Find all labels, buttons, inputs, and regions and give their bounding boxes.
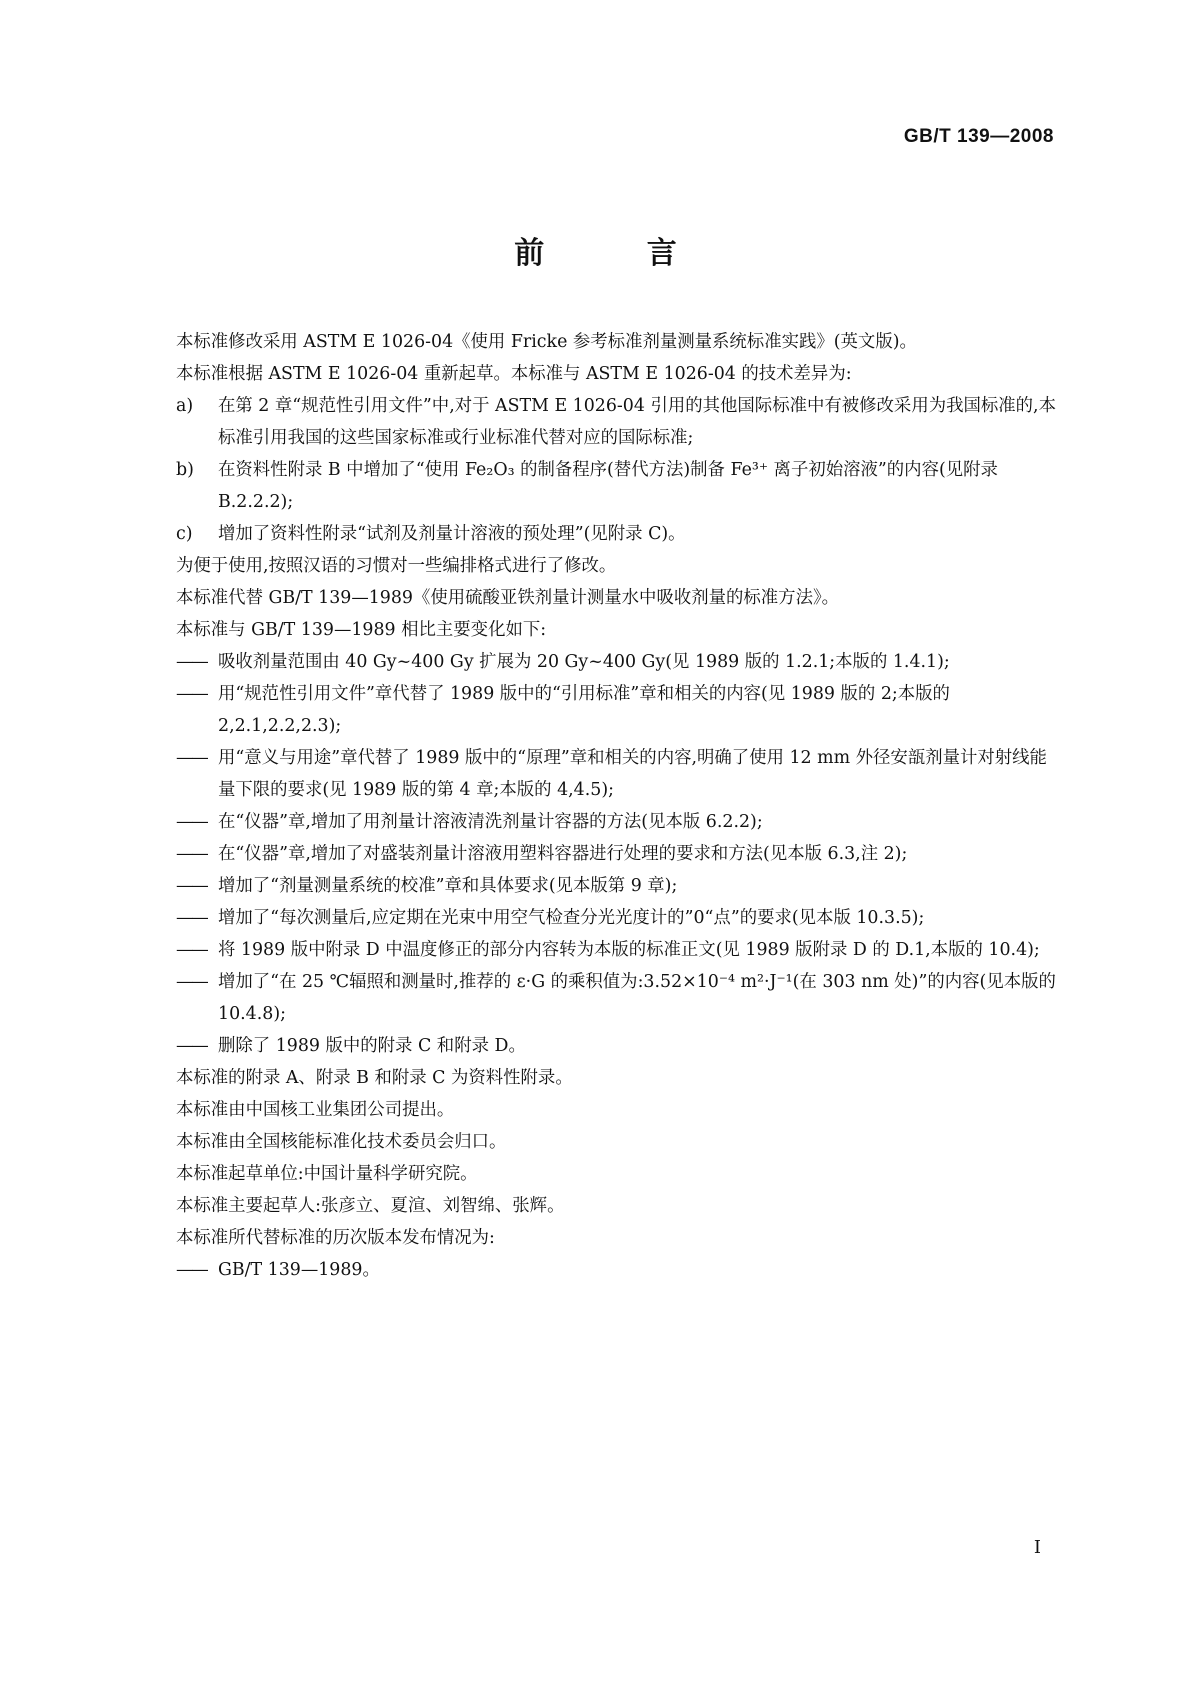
change-item [176,646,1056,678]
paragraph: 本标准由全国核能标准化技术委员会归口。 [176,1132,507,1152]
change-item [176,742,1056,806]
dash-marker: —— [176,1036,207,1056]
paragraph: 本标准起草单位:中国计量科学研究院。 [176,1164,478,1184]
dash-marker: —— [176,748,207,768]
change-text: 增加了“在 25 ℃辐照和测量时,推荐的 ε·G 的乘积值为:3.52×10⁻⁴ m²·J⁻¹(在 303 nm 处)”的内容(见本版的 10.4.8); [218,972,1056,1024]
paragraph: 为便于使用,按照汉语的习惯对一些编排格式进行了修改。 [176,556,617,576]
paragraph: 本标准的附录 A、附录 B 和附录 C 为资料性附录。 [176,1068,573,1088]
history-item [176,1254,1056,1286]
change-item [176,870,1056,902]
dash-marker: —— [176,812,207,832]
list-text: 增加了资料性附录“试剂及剂量计溶液的预处理”(见附录 C)。 [218,524,686,544]
paragraph: 本标准与 GB/T 139—1989 相比主要变化如下: [176,620,547,640]
change-item [176,934,1056,966]
change-item [176,806,1056,838]
paragraph: 本标准根据 ASTM E 1026-04 重新起草。本标准与 ASTM E 1026-04 的技术差异为: [176,364,852,384]
history-text: GB/T 139—1989。 [218,1260,380,1280]
change-text: 删除了 1989 版中的附录 C 和附录 D。 [218,1036,526,1056]
change-text: 增加了“剂量测量系统的校准”章和具体要求(见本版第 9 章); [218,876,678,896]
list-marker: c) [176,524,193,544]
change-text: 用“意义与用途”章代替了 1989 版中的“原理”章和相关的内容,明确了使用 12 mm 外径安瓿剂量计对射线能量下限的要求(见 1989 版的第 4 章;本版的 4,4.5); [218,748,1047,800]
change-text: 吸收剂量范围由 40 Gy~400 Gy 扩展为 20 Gy~400 Gy(见 1989 版的 1.2.1;本版的 1.4.1); [218,652,950,672]
dash-marker: —— [176,972,207,992]
list-item [176,454,1056,518]
dash-marker: —— [176,908,207,928]
change-item [176,902,1056,934]
page-title: 前 言 [514,236,723,271]
paragraph: 本标准修改采用 ASTM E 1026-04《使用 Fricke 参考标准剂量测量系统标准实践》(英文版)。 [176,332,917,352]
change-text: 增加了“每次测量后,应定期在光束中用空气检查分光光度计的”0“点”的要求(见本版 10.3.5); [218,908,925,928]
change-item [176,678,1056,742]
list-marker: a) [176,396,194,416]
standard-code: GB/T 139—2008 [903,126,1054,147]
paragraph: 本标准所代替标准的历次版本发布情况为: [176,1228,495,1248]
dash-marker: —— [176,652,207,672]
change-text: 将 1989 版中附录 D 中温度修正的部分内容转为本版的标准正文(见 1989 版附录 D 的 D.1,本版的 10.4); [218,940,1040,960]
foreword-body [176,326,1056,1286]
dash-marker: —— [176,844,207,864]
list-text: 在资料性附录 B 中增加了“使用 Fe₂O₃ 的制备程序(替代方法)制备 Fe³⁺ 离子初始溶液”的内容(见附录 B.2.2.2); [218,460,998,512]
list-item [176,390,1056,454]
dash-marker: —— [176,940,207,960]
page-number: I [1033,1537,1041,1558]
list-text: 在第 2 章“规范性引用文件”中,对于 ASTM E 1026-04 引用的其他国际标准中有被修改采用为我国标准的,本标准引用我国的这些国家标准或行业标准代替对应的国际标准; [218,396,1056,448]
list-item [176,518,1056,550]
change-item [176,966,1056,1030]
change-text: 用“规范性引用文件”章代替了 1989 版中的“引用标准”章和相关的内容(见 1989 版的 2;本版的 2,2.1,2.2,2.3); [218,684,950,736]
change-text: 在“仪器”章,增加了用剂量计溶液清洗剂量计容器的方法(见本版 6.2.2); [218,812,763,832]
paragraph: 本标准由中国核工业集团公司提出。 [176,1100,455,1120]
change-text: 在“仪器”章,增加了对盛装剂量计溶液用塑料容器进行处理的要求和方法(见本版 6.3,注 2); [218,844,908,864]
change-item [176,838,1056,870]
paragraph: 本标准代替 GB/T 139—1989《使用硫酸亚铁剂量计测量水中吸收剂量的标准方法》。 [176,588,840,608]
paragraph: 本标准主要起草人:张彦立、夏渲、刘智绵、张辉。 [176,1196,565,1216]
list-marker: b) [176,460,194,480]
dash-marker: —— [176,1260,207,1280]
change-item [176,1030,1056,1062]
dash-marker: —— [176,684,207,704]
dash-marker: —— [176,876,207,896]
